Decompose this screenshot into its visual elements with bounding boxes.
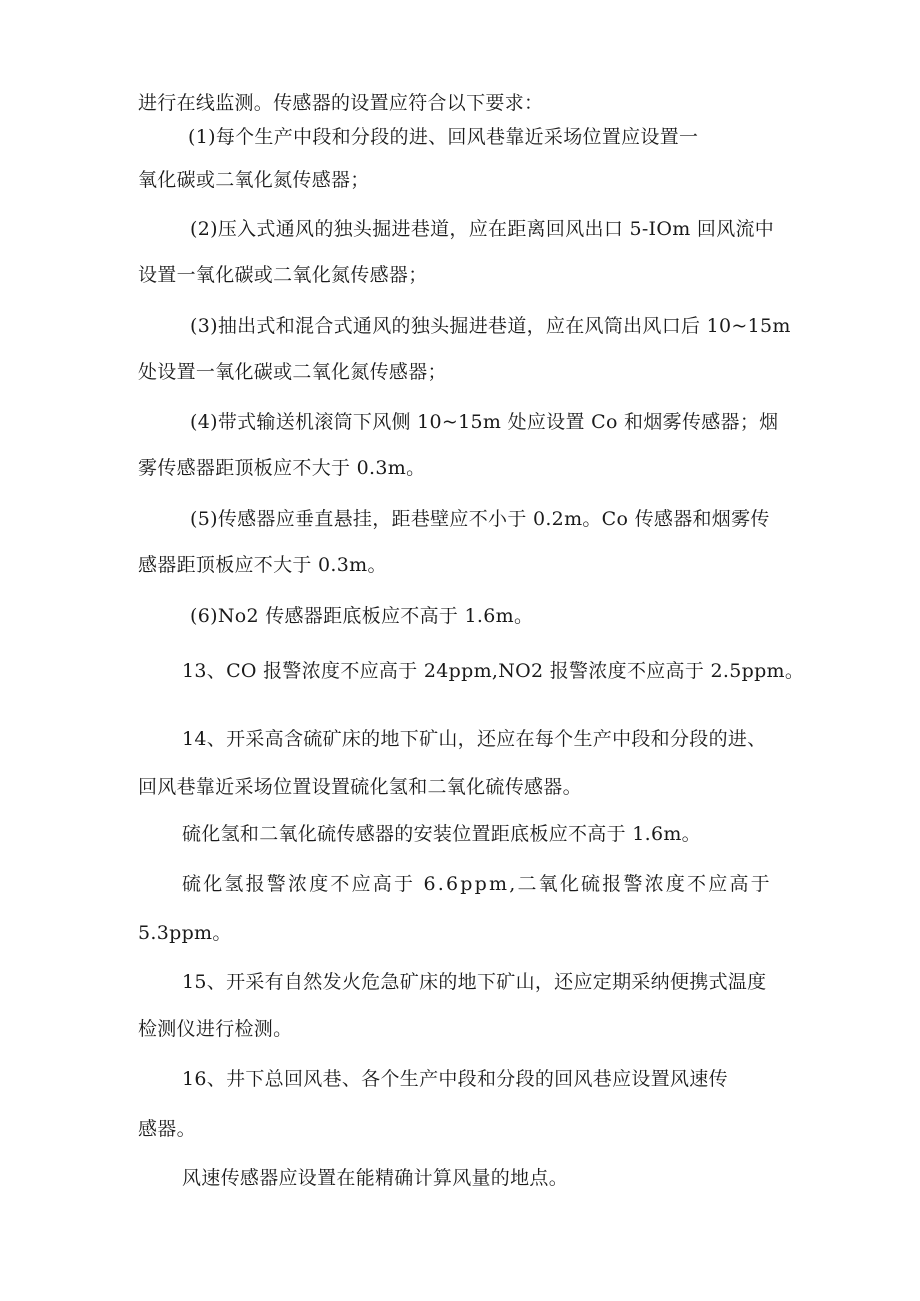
text-line: 16、井下总回风巷、各个生产中段和分段的回风巷应设置风速传	[182, 1068, 728, 1090]
text-line: 13、CO 报警浓度不应高于 24ppm,NO2 报警浓度不应高于 2.5ppm。	[182, 660, 805, 682]
text-line: (4)带式输送机滚筒下风侧 10~15m 处应设置 Co 和烟雾传感器；烟	[190, 411, 779, 433]
text-line: (1)每个生产中段和分段的进、回风巷靠近采场位置应设置一	[188, 126, 699, 148]
text-line: (2)压入式通风的独头掘进巷道，应在距离回风出口 5-IOm 回风流中	[190, 218, 775, 240]
text-line: 风速传感器应设置在能精确计算风量的地点。	[182, 1167, 569, 1189]
text-line: 设置一氧化碳或二氧化氮传感器；	[138, 264, 428, 286]
text-line: (6)No2 传感器距底板应不高于 1.6m。	[190, 605, 534, 627]
text-line: 进行在线监测。传感器的设置应符合以下要求：	[138, 92, 544, 114]
text-line: 回风巷靠近采场位置设置硫化氢和二氧化硫传感器。	[138, 776, 582, 798]
text-line: (5)传感器应垂直悬挂，距巷壁应不小于 0.2m。Co 传感器和烟雾传	[190, 508, 770, 530]
text-line: 处设置一氧化碳或二氧化氮传感器；	[138, 361, 447, 383]
text-line: 雾传感器距顶板应不大于 0.3m。	[138, 457, 426, 479]
text-line: 检测仪进行检测。	[138, 1018, 293, 1040]
text-line: 5.3ppm。	[138, 922, 232, 944]
text-line: 感器。	[138, 1118, 196, 1140]
text-line: 硫化氢和二氧化硫传感器的安装位置距底板应不高于 1.6m。	[182, 823, 701, 845]
text-line: 氧化碳或二氧化氮传感器；	[138, 169, 370, 191]
text-line: 感器距顶板应不大于 0.3m。	[138, 554, 387, 576]
text-line: (3)抽出式和混合式通风的独头掘进巷道，应在风筒出风口后 10~15m	[190, 315, 791, 337]
text-line: 15、开采有自然发火危急矿床的地下矿山，还应定期采纳便携式温度	[182, 971, 767, 993]
text-line: 14、开采高含硫矿床的地下矿山，还应在每个生产中段和分段的进、	[182, 728, 767, 750]
text-line: 硫化氢报警浓度不应高于 6.6ppm,二氧化硫报警浓度不应高于	[182, 873, 772, 895]
